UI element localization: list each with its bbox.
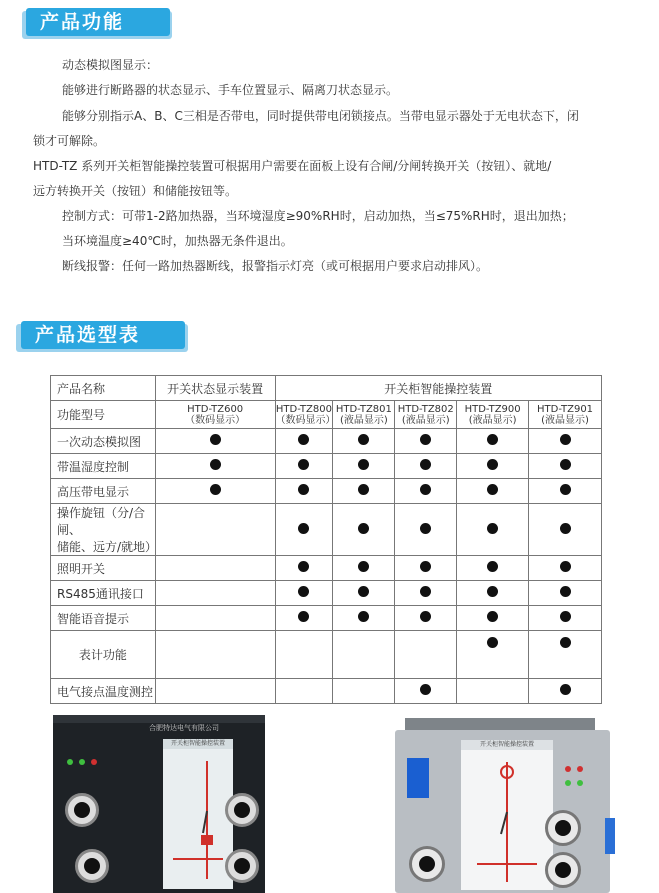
feature-p2: 能够进行断路器的状态显示、手车位置显示、隔离刀状态显示。: [62, 83, 399, 97]
table-row: [51, 556, 602, 581]
supported-dot-icon: [420, 484, 431, 495]
rotary-knob: [545, 810, 581, 846]
led-icon: [91, 759, 97, 765]
group2-header: 开关柜智能操控装置: [275, 376, 602, 401]
device-screen-title: 开关柜智能操控装置: [163, 739, 233, 749]
supported-dot-icon: [560, 637, 571, 648]
group1-header: 开关状态显示装置: [155, 376, 275, 401]
rotary-knob: [75, 849, 109, 883]
feature-cell: [333, 556, 395, 581]
feature-label: 表计功能: [51, 631, 156, 679]
feature-cell: [457, 454, 529, 479]
feature-cell: [395, 556, 457, 581]
feature-cell: [457, 631, 529, 679]
product-name-label: 产品名称: [51, 376, 156, 401]
supported-dot-icon: [560, 523, 571, 534]
feature-cell: [395, 631, 457, 679]
feature-p5: 控制方式：可带1-2路加热器，当环境湿度≥90%RH时，启动加热，当≤75%RH时，退出加热；: [62, 209, 574, 223]
supported-dot-icon: [487, 484, 498, 495]
supported-dot-icon: [358, 561, 369, 572]
supported-dot-icon: [420, 434, 431, 445]
feature-cell: [457, 479, 529, 504]
supported-dot-icon: [560, 611, 571, 622]
table-row: [51, 504, 602, 556]
feature-cell: [275, 504, 333, 556]
led-icon: [565, 766, 571, 772]
supported-dot-icon: [560, 484, 571, 495]
feature-cell: [457, 606, 529, 631]
feature-cell: [275, 581, 333, 606]
feature-cell: [457, 504, 529, 556]
supported-dot-icon: [358, 484, 369, 495]
feature-p4a: HTD-TZ 系列开关柜智能操控装置可根据用户需要在面板上设有合闸/分闸转换开关（按钮）、就地/: [33, 159, 552, 173]
feature-label: RS485通讯接口: [51, 581, 156, 606]
table-row: [51, 679, 602, 704]
model-cell: HTD-TZ801 (液晶显示): [333, 401, 395, 429]
feature-cell: [155, 581, 275, 606]
rotary-knob: [225, 849, 259, 883]
supported-dot-icon: [560, 434, 571, 445]
feature-p3a: 能够分别指示A、B、C三相是否带电，同时提供带电闭锁接点。当带电显示器处于无电状态下，闭: [62, 109, 579, 123]
feature-cell: [529, 454, 602, 479]
table-header-row: [51, 376, 602, 401]
supported-dot-icon: [487, 611, 498, 622]
supported-dot-icon: [487, 523, 498, 534]
model-cell: HTD-TZ901 (液晶显示): [529, 401, 602, 429]
feature-cell: [333, 479, 395, 504]
feature-cell: [333, 581, 395, 606]
feature-cell: [395, 429, 457, 454]
feature-p6: 当环境温度≥40℃时，加热器无条件退出。: [62, 234, 293, 248]
feature-label: 照明开关: [51, 556, 156, 581]
device-company-label: 合肥特达电气有限公司: [149, 724, 219, 732]
supported-dot-icon: [560, 561, 571, 572]
led-icon: [79, 759, 85, 765]
feature-cell: [155, 631, 275, 679]
features-section-title: 产品功能: [26, 8, 170, 36]
feature-cell: [529, 504, 602, 556]
supported-dot-icon: [420, 586, 431, 597]
supported-dot-icon: [298, 434, 309, 445]
table-model-row: [51, 401, 602, 429]
feature-label: 操作旋钮（分/合闸、 储能、远方/就地）: [51, 504, 156, 556]
device-screen-title: 开关柜智能操控装置: [461, 740, 553, 750]
device-diagram-icon: [461, 752, 553, 890]
supported-dot-icon: [420, 459, 431, 470]
feature-cell: [155, 454, 275, 479]
supported-dot-icon: [358, 611, 369, 622]
feature-label: 智能语音提示: [51, 606, 156, 631]
model-label: 功能型号: [51, 401, 156, 429]
feature-p4b: 远方转换开关（按钮）和储能按钮等。: [33, 184, 238, 198]
led-icon: [577, 766, 583, 772]
supported-dot-icon: [487, 637, 498, 648]
supported-dot-icon: [420, 611, 431, 622]
feature-rows: [51, 429, 602, 704]
supported-dot-icon: [487, 434, 498, 445]
led-icon: [577, 780, 583, 786]
selection-section-title: 产品选型表: [21, 321, 185, 349]
feature-cell: [155, 429, 275, 454]
feature-label: 高压带电显示: [51, 479, 156, 504]
model-cell: HTD-TZ800 （数码显示）: [275, 401, 333, 429]
supported-dot-icon: [298, 561, 309, 572]
feature-label: 一次动态模拟图: [51, 429, 156, 454]
feature-cell: [155, 479, 275, 504]
feature-cell: [333, 504, 395, 556]
feature-cell: [529, 679, 602, 704]
supported-dot-icon: [210, 484, 221, 495]
supported-dot-icon: [420, 684, 431, 695]
feature-cell: [529, 479, 602, 504]
feature-cell: [155, 679, 275, 704]
feature-cell: [529, 581, 602, 606]
supported-dot-icon: [420, 561, 431, 572]
feature-cell: [457, 556, 529, 581]
supported-dot-icon: [487, 561, 498, 572]
feature-cell: [457, 679, 529, 704]
supported-dot-icon: [487, 586, 498, 597]
supported-dot-icon: [420, 523, 431, 534]
table-row: [51, 479, 602, 504]
feature-cell: [275, 679, 333, 704]
feature-cell: [333, 631, 395, 679]
led-icon: [565, 780, 571, 786]
device-photo-tz900: [395, 718, 615, 893]
feature-cell: [155, 504, 275, 556]
device-photo-tz600: [53, 715, 265, 893]
supported-dot-icon: [560, 459, 571, 470]
rotary-knob: [409, 846, 445, 882]
feature-cell: [395, 504, 457, 556]
feature-cell: [333, 679, 395, 704]
rotary-knob: [65, 793, 99, 827]
table-row: [51, 631, 602, 679]
supported-dot-icon: [560, 586, 571, 597]
feature-cell: [395, 454, 457, 479]
feature-cell: [155, 556, 275, 581]
feature-cell: [529, 631, 602, 679]
feature-cell: [457, 581, 529, 606]
feature-cell: [155, 606, 275, 631]
feature-cell: [395, 479, 457, 504]
supported-dot-icon: [298, 484, 309, 495]
feature-label: 带温湿度控制: [51, 454, 156, 479]
device-diagram-icon: [163, 751, 233, 889]
feature-cell: [275, 429, 333, 454]
feature-cell: [529, 429, 602, 454]
supported-dot-icon: [358, 459, 369, 470]
feature-cell: [275, 454, 333, 479]
feature-cell: [395, 679, 457, 704]
rotary-knob: [225, 793, 259, 827]
feature-cell: [275, 556, 333, 581]
table-row: [51, 581, 602, 606]
supported-dot-icon: [210, 434, 221, 445]
feature-p1: 动态模拟图显示：: [62, 58, 159, 72]
supported-dot-icon: [358, 586, 369, 597]
model-cell: HTD-TZ802 (液晶显示): [395, 401, 457, 429]
device-top-bar: [53, 715, 265, 723]
supported-dot-icon: [298, 459, 309, 470]
feature-p7: 断线报警：任何一路加热器断线，报警指示灯亮（或可根据用户要求启动排风）。: [62, 259, 489, 273]
supported-dot-icon: [358, 523, 369, 534]
feature-cell: [275, 606, 333, 631]
feature-cell: [457, 429, 529, 454]
feature-cell: [395, 581, 457, 606]
feature-cell: [333, 429, 395, 454]
rotary-knob: [545, 852, 581, 888]
feature-p3b: 锁才可解除。: [33, 134, 106, 148]
feature-cell: [333, 454, 395, 479]
feature-cell: [275, 479, 333, 504]
supported-dot-icon: [210, 459, 221, 470]
supported-dot-icon: [358, 434, 369, 445]
selection-table: [50, 375, 602, 704]
supported-dot-icon: [298, 611, 309, 622]
feature-cell: [529, 606, 602, 631]
device-lcd: [407, 758, 429, 798]
feature-cell: [275, 631, 333, 679]
feature-cell: [395, 606, 457, 631]
table-row: [51, 454, 602, 479]
model-cell: HTD-TZ900 (液晶显示): [457, 401, 529, 429]
feature-label: 电气接点温度测控: [51, 679, 156, 704]
supported-dot-icon: [298, 586, 309, 597]
led-icon: [67, 759, 73, 765]
feature-cell: [333, 606, 395, 631]
supported-dot-icon: [487, 459, 498, 470]
model-cell: HTD-TZ600 （数码显示）: [155, 401, 275, 429]
supported-dot-icon: [298, 523, 309, 534]
table-row: [51, 606, 602, 631]
supported-dot-icon: [560, 684, 571, 695]
table-row: [51, 429, 602, 454]
device-side-connector: [605, 818, 615, 854]
feature-cell: [529, 556, 602, 581]
